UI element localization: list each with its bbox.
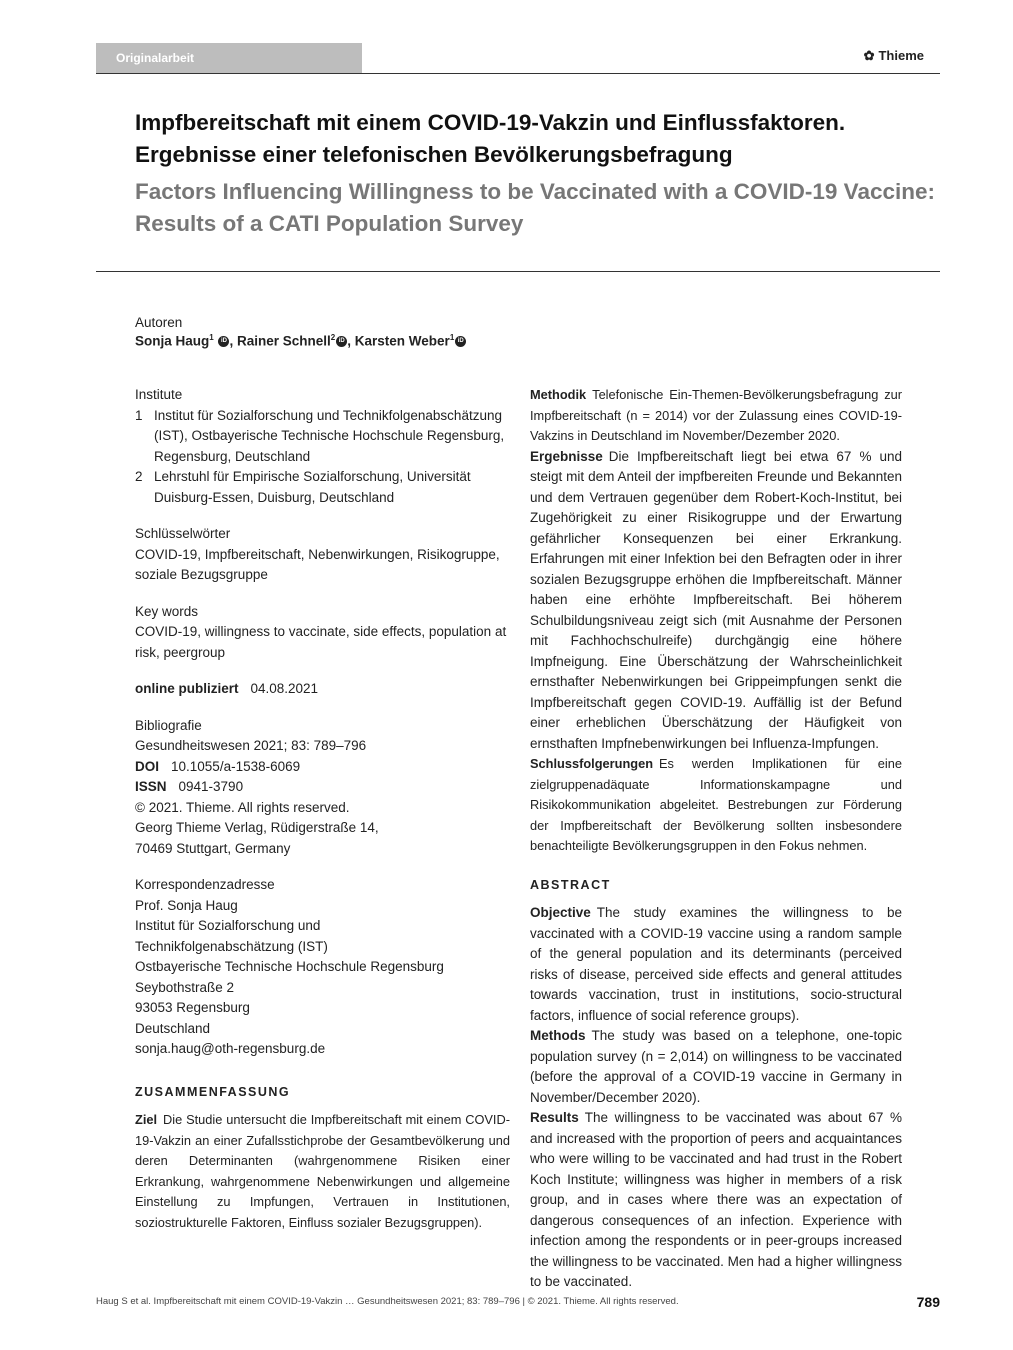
institute-number: 1 xyxy=(135,407,143,423)
correspondence-line: Deutschland xyxy=(135,1020,211,1036)
schluss-paragraph xyxy=(530,754,902,857)
institute-text: Lehrstuhl für Empirische Sozialforschung, Universität Duisburg-Essen, Duisburg, Deutschland xyxy=(154,469,471,505)
correspondence-line: Seybothstraße 2 xyxy=(135,979,235,995)
author-affiliation: 1 xyxy=(209,333,214,342)
results-paragraph xyxy=(530,1108,902,1293)
publisher-brand xyxy=(864,48,924,64)
orcid-icon[interactable]: iD xyxy=(218,336,229,347)
ziel-text: Die Studie untersucht die Impfbereitschaft mit einem COVID-19-Vakzin an einer Zufallsstichprobe der Gesamtbevölkerung und deren Determinanten (wahrgenommene Risiken einer Erkrankung, wahrgenommene Nebenwirkungen und allgemeine Einstellung zu Impfungen, Vertrauen in Institutionen, soziostrukturelle Faktoren, Einfluss sozialer Bezugsgruppen). xyxy=(135,1112,510,1230)
bibliography-citation: Gesundheitswesen 2021; 83: 789–796 xyxy=(135,738,367,753)
objective-paragraph xyxy=(530,903,902,1026)
keywords-en-label: Key words xyxy=(135,603,199,619)
orcid-icon[interactable]: iD xyxy=(336,336,347,347)
authors-list: Sonja Haug$^1$ iD , Rainer Schnell$^2$ iD , Karsten Weber$^1$ iD xyxy=(135,333,466,349)
footer-citation: Haug S et al. Impfbereitschaft mit einem COVID-19-Vakzin … Gesundheitswesen 2021; 83: 789–796 | © 2021. Thieme. All rights reserved. xyxy=(96,1296,679,1307)
correspondence-line: 93053 Regensburg xyxy=(135,1000,250,1015)
issn-label: ISSN xyxy=(135,779,167,794)
institutes-label: Institute xyxy=(135,387,183,402)
thieme-logo-icon: ✿ xyxy=(863,48,875,63)
methods-paragraph xyxy=(530,1026,902,1108)
correspondence-line: Ostbayerische Technische Hochschule Regensburg xyxy=(135,959,444,974)
keywords-de-label: Schlüsselwörter xyxy=(135,526,231,541)
page-number: 789 xyxy=(916,1294,940,1310)
author-affiliation: 1 xyxy=(449,333,455,342)
correspondence-line: Institut für Sozialforschung und xyxy=(135,918,321,933)
correspondence-label: Korrespondenzadresse xyxy=(135,877,275,892)
doi-label: DOI xyxy=(135,758,160,774)
results-text: The willingness to be vaccinated was about 67 % and increased with the proportion of peers and acquaintances who were willing to be vaccinated and had trust in the Robert Koch Institute; willingness was higher in members of a risk group, and in cases where there was an expectation of dangerous consequences of an infection. Experience with infection among the respondents or in peer-groups increased the willingness to be vaccinated. Men had a higher willingness to be vaccinated. xyxy=(530,1110,902,1289)
zusammenfassung-heading: ZUSAMMENFASSUNG xyxy=(135,1084,291,1099)
issn-value: 0941-3790 xyxy=(178,779,244,794)
copyright-text: © 2021. Thieme. All rights reserved. xyxy=(135,799,350,815)
correspondence-line: Prof. Sonja Haug xyxy=(135,897,238,913)
author-name: Rainer Schnell xyxy=(237,333,331,349)
issn-line xyxy=(135,777,510,798)
title-english: Factors Influencing Willingness to be Vaccinated with a COVID-19 Vaccine: Results of a CATI Population Survey xyxy=(135,179,935,236)
author-name: Karsten Weber xyxy=(354,333,450,349)
authors-label: Autoren xyxy=(135,315,183,330)
methodik-label: Methodik xyxy=(530,387,587,402)
keywords-de-text: COVID-19, Impfbereitschaft, Nebenwirkungen, Risikogruppe, soziale Bezugsgruppe xyxy=(135,546,500,582)
author-affiliation: 2 xyxy=(330,333,336,342)
doi-line xyxy=(135,757,510,778)
ergebnisse-text: Die Impfbereitschaft liegt bei etwa 67 % und steigt mit dem Anteil der impfbereiten Freunde und Bekannten und dem Vertrauen gegenüber dem Robert-Koch-Institut, bei Zugehörigkeit zu einer Risikogruppe und der Erwartung gefährlicher Konsequenzen bei einer Erkrankung. Erfahrungen mit einer Infektion bei den Befragten oder in ihrer sozialen Bezugsgruppe erhöhen die Impfbereitschaft. Männer haben eine erhöhte Impfbereitschaft. Bei höherem Schulbildungsniveau zeigt sich (mit Ausnahme der Personen mit Fachhochschulreife) durchgängig eine höhere Impfneigung. Eine Überschätzung der Wahrscheinlichkeit ernsthafter Nebenwirkungen bei Grippeimpfungen senkt die Impfbereitschaft gegen COVID-19. Auffällig ist der Befund einer erheblichen Überschätzung der Häufigkeit von ernsthaften Impfnebenwirkungen bei Influenza-Impfungen. xyxy=(530,448,902,751)
ziel-paragraph xyxy=(135,1110,510,1233)
right-column xyxy=(530,385,902,1293)
institute-text: Institut für Sozialforschung und Technikfolgenabschätzung (IST), Ostbayerische Technische Hochschule Regensburg, Regensburg, Deutschland xyxy=(154,407,505,464)
correspondence-email[interactable]: sonja.haug@oth-regensburg.de xyxy=(135,1041,326,1056)
published-date: 04.08.2021 xyxy=(250,681,319,696)
doi-link[interactable]: 10.1055/a-1538-6069 xyxy=(171,758,301,774)
schluss-text: Es werden Implikationen für eine zielgruppenadäquate Informationskampagne und Risikokommunikation abgeleitet. Bestrebungen zur Förderung der Impfbereitschaft der Bevölkerung sollten insbesondere benachteiligte Bevölkerungsgruppen in den Fokus nehmen. xyxy=(530,756,902,853)
correspondence-line: Technikfolgenabschätzung (IST) xyxy=(135,938,328,954)
ziel-label: Ziel xyxy=(135,1112,158,1127)
institute-item xyxy=(135,467,510,508)
published-line xyxy=(135,679,510,700)
abstract-heading: ABSTRACT xyxy=(530,877,611,892)
objective-text: The study examines the willingness to be vaccinated with a COVID-19 vaccine using a random sample of the general population and its determinants (perceived risks of disease, perceived side effects and general attitudes towards vaccination, trust in institutions, socio-structural factors, influence of social reference groups). xyxy=(530,905,902,1023)
header-rule xyxy=(96,73,940,74)
ergebnisse-paragraph xyxy=(530,447,902,755)
author-name: Sonja Haug xyxy=(135,333,210,349)
schluss-label: Schlussfolgerungen xyxy=(530,756,654,771)
orcid-icon[interactable]: iD xyxy=(455,336,466,347)
results-label: Results xyxy=(530,1110,579,1125)
bibliography-label: Bibliografie xyxy=(135,717,202,733)
methodik-text: Telefonische Ein-Themen-Bevölkerungsbefragung zur Impfbereitschaft (n = 2014) vor der Zulassung eines COVID-19-Vakzins in Deutschland im November/Dezember 2020. xyxy=(530,387,902,443)
methods-text: The study was based on a telephone, one-topic population survey (n = 2,014) on willingness to be vaccinated (before the approval of a COVID-19 vaccine in Germany in November/December 2020). xyxy=(530,1028,902,1105)
ergebnisse-label: Ergebnisse xyxy=(530,448,603,464)
publisher-address: Georg Thieme Verlag, Rüdigerstraße 14, xyxy=(135,820,379,835)
published-label: online publiziert xyxy=(135,681,239,696)
publisher-name: Thieme xyxy=(878,48,924,63)
institute-number: 2 xyxy=(135,469,143,484)
objective-label: Objective xyxy=(530,905,591,920)
methods-label: Methods xyxy=(530,1028,586,1043)
title-german: Impfbereitschaft mit einem COVID-19-Vakzin und Einflussfaktoren. Ergebnisse einer telefonischen Bevölkerungsbefragung xyxy=(135,110,846,167)
institute-item xyxy=(135,406,510,468)
methodik-paragraph xyxy=(530,385,902,447)
title-rule xyxy=(96,271,940,272)
keywords-en-text: COVID-19, willingness to vaccinate, side effects, population at risk, peergroup xyxy=(135,624,507,660)
left-column xyxy=(135,385,510,1233)
publisher-address: 70469 Stuttgart, Germany xyxy=(135,840,291,856)
section-tag: Originalarbeit xyxy=(96,43,362,73)
